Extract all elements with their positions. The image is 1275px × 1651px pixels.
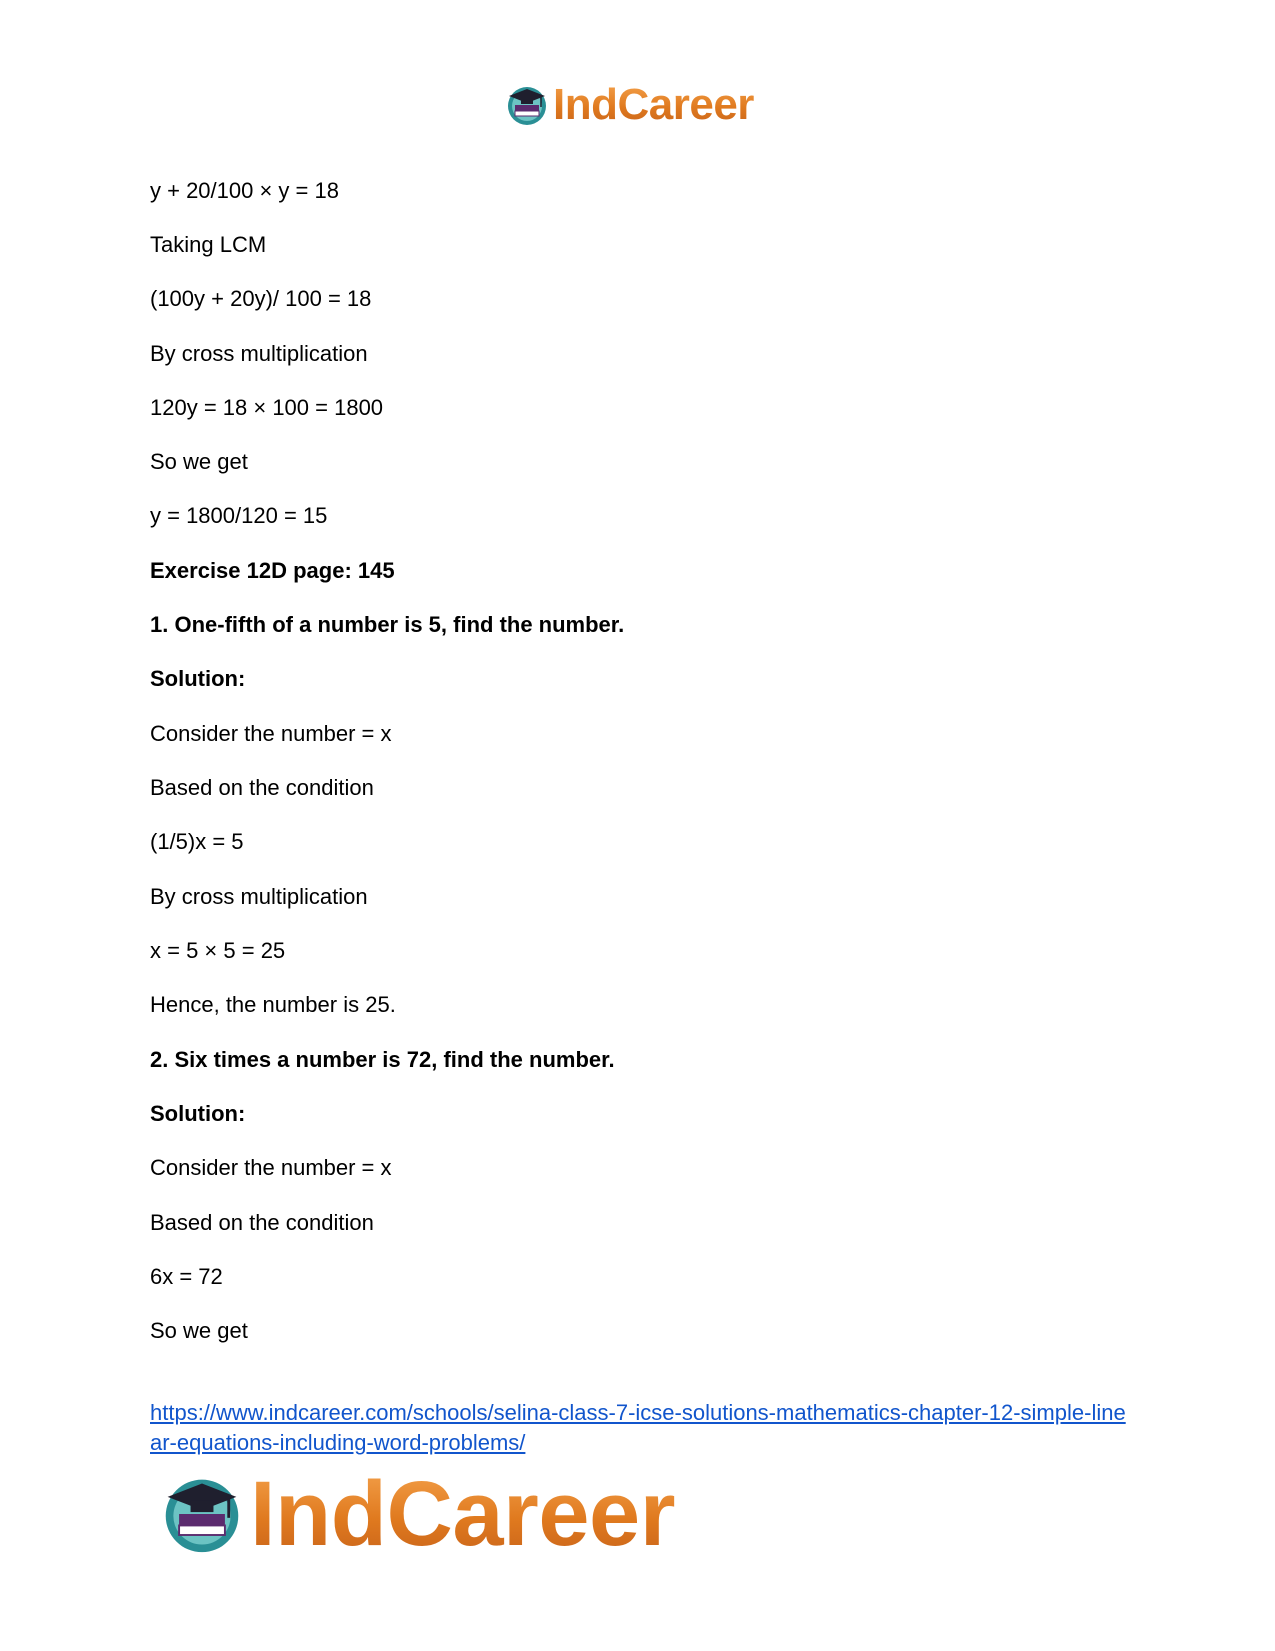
logo-wordmark: IndCareer: [553, 80, 754, 129]
equation-line: x = 5 × 5 = 25: [150, 938, 286, 963]
step-text: Based on the condition: [150, 775, 374, 800]
exercise-heading: Exercise 12D page: 145: [150, 558, 395, 583]
answer-text: Hence, the number is 25.: [150, 992, 396, 1017]
step-text: Based on the condition: [150, 1210, 374, 1235]
graduation-cap-books-globe-icon: [505, 83, 549, 127]
graduation-cap-books-globe-icon: [160, 1472, 244, 1556]
step-text: By cross multiplication: [150, 884, 368, 909]
step-text: By cross multiplication: [150, 341, 368, 366]
step-text: So we get: [150, 449, 248, 474]
source-link[interactable]: https://www.indcareer.com/schools/selina-class-7-icse-solutions-mathematics-chapter-12-simple-linear-equations-including-word-problems/: [150, 1400, 1126, 1455]
equation-line: 6x = 72: [150, 1264, 223, 1289]
step-text: Taking LCM: [150, 232, 267, 257]
header-logo: [505, 80, 754, 130]
step-text: So we get: [150, 1318, 248, 1343]
step-text: Consider the number = x: [150, 721, 392, 746]
question-2: 2. Six times a number is 72, find the number.: [150, 1047, 615, 1072]
equation-line: y + 20/100 × y = 18: [150, 178, 339, 203]
equation-line: y = 1800/120 = 15: [150, 503, 328, 528]
step-text: Consider the number = x: [150, 1155, 392, 1180]
solution-label: Solution:: [150, 1101, 246, 1126]
equation-line: (100y + 20y)/ 100 = 18: [150, 286, 372, 311]
question-1: 1. One-fifth of a number is 5, find the number.: [150, 612, 625, 637]
footer-logo: [160, 1463, 675, 1565]
equation-line: (1/5)x = 5: [150, 829, 244, 854]
equation-line: 120y = 18 × 100 = 1800: [150, 395, 384, 420]
logo-wordmark: IndCareer: [250, 1463, 675, 1565]
solution-label: Solution:: [150, 666, 246, 691]
